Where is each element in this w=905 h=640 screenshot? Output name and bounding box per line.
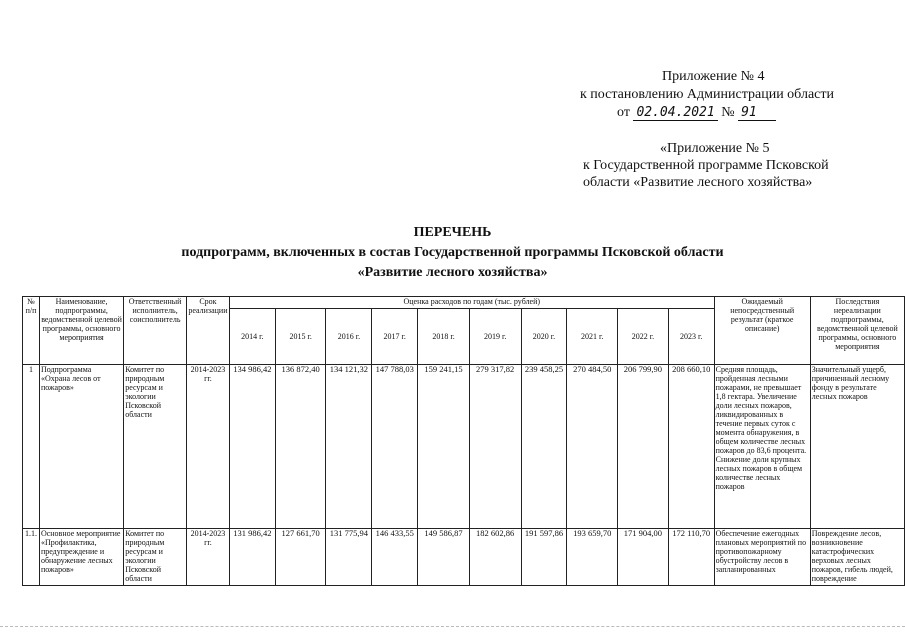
col-conseq-header: Последствия нереализации подпрограммы, ведомственной целевой программы, основного мероприятия bbox=[810, 297, 904, 365]
row-name: Подпрограмма «Охрана лесов от пожаров» bbox=[39, 365, 123, 529]
year-header: 2015 г. bbox=[275, 309, 326, 365]
row-value: 191 597,86 bbox=[521, 529, 567, 586]
handwritten-date: 02.04.2021 bbox=[633, 106, 717, 121]
year-header: 2014 г. bbox=[229, 309, 275, 365]
document-subtitle-1: подпрограмм, включенных в состав Государственной программы Псковской области bbox=[181, 245, 724, 260]
scan-edge-divider bbox=[0, 626, 905, 627]
subprograms-table bbox=[22, 296, 905, 586]
col-term-header: Срок реализации bbox=[186, 297, 229, 365]
row-value: 134 121,32 bbox=[326, 365, 372, 529]
col-num-header: № п/п bbox=[23, 297, 40, 365]
year-header: 2019 г. bbox=[469, 309, 521, 365]
year-header: 2018 г. bbox=[418, 309, 470, 365]
row-name-text: Основное мероприятие «Профилактика, предупреждение и обнаружение лесных пожаров» bbox=[40, 529, 121, 574]
number-sign: № bbox=[721, 105, 735, 120]
row-term: 2014-2023 гг. bbox=[186, 529, 229, 586]
row-value: 147 788,03 bbox=[372, 365, 418, 529]
row-term: 2014-2023 гг. bbox=[186, 365, 229, 529]
row-value: 182 602,86 bbox=[469, 529, 521, 586]
document-title: ПЕРЕЧЕНЬ bbox=[413, 225, 492, 240]
row-value: 134 986,42 bbox=[229, 365, 275, 529]
year-header: 2022 г. bbox=[618, 309, 669, 365]
handwritten-number: 91 bbox=[738, 106, 776, 121]
row-num: 1 bbox=[23, 365, 40, 529]
row-value: 127 661,70 bbox=[275, 529, 326, 586]
year-header: 2016 г. bbox=[326, 309, 372, 365]
year-header: 2020 г. bbox=[521, 309, 567, 365]
col-costs-header: Оценка расходов по годам (тыс. рублей) bbox=[229, 297, 714, 309]
row-value: 149 586,87 bbox=[418, 529, 470, 586]
row-value: 239 458,25 bbox=[521, 365, 567, 529]
resolution-line: к постановлению Администрации области bbox=[580, 87, 834, 102]
row-conseq: Значительный ущерб, причиненный лесному фонду в результате лесных пожаров bbox=[810, 365, 904, 529]
year-header: 2017 г. bbox=[372, 309, 418, 365]
year-header: 2021 г. bbox=[567, 309, 618, 365]
row-conseq-text: Повреждение лесов, возникновение катастрофических верховых лесных пожаров, гибель людей, повреждение bbox=[811, 529, 893, 583]
row-value: 206 799,90 bbox=[618, 365, 669, 529]
program-ref-line1: к Государственной программе Псковской bbox=[583, 158, 829, 173]
row-result bbox=[714, 529, 810, 586]
row-exec: Комитет по природным ресурсам и экологии Псковской области bbox=[124, 365, 187, 529]
row-value: 270 484,50 bbox=[567, 365, 618, 529]
row-value: 136 872,40 bbox=[275, 365, 326, 529]
row-value: 131 775,94 bbox=[326, 529, 372, 586]
table-row bbox=[23, 529, 905, 586]
row-value: 171 904,00 bbox=[618, 529, 669, 586]
row-conseq bbox=[810, 529, 904, 586]
col-exec-header: Ответственный исполнитель, соисполнитель bbox=[124, 297, 187, 365]
header-row bbox=[23, 297, 905, 309]
date-number-line bbox=[617, 104, 776, 121]
row-exec-text: Комитет по природным ресурсам и экологии Псковской области bbox=[125, 529, 165, 583]
row-value: 193 659,70 bbox=[567, 529, 618, 586]
appendix-4-label: Приложение № 4 bbox=[662, 69, 765, 84]
program-ref-line2: области «Развитие лесного хозяйства» bbox=[583, 175, 813, 190]
row-value: 172 110,70 bbox=[668, 529, 714, 586]
date-prefix: от bbox=[617, 105, 630, 120]
col-name-header: Наименование, подпрограммы, ведомственной целевой программы, основного мероприятия bbox=[39, 297, 123, 365]
row-result-text: Обеспечение ежегодных плановых мероприятий по противопожарному обустройству лесов в запланированных bbox=[715, 529, 807, 574]
row-result: Средняя площадь, пройденная лесными пожарами, не превышает 1,8 гектара. Увеличение доли лесных пожаров, ликвидированных в течение первых суток с момента обнаружения, в общем количестве лесных пожаров до 83,6 процента. Снижение доли крупных лесных пожаров в общем количестве лесных пожаров bbox=[714, 365, 810, 529]
table-row bbox=[23, 365, 905, 529]
row-value: 146 433,55 bbox=[372, 529, 418, 586]
row-exec bbox=[124, 529, 187, 586]
appendix-5-label: «Приложение № 5 bbox=[660, 141, 770, 156]
col-result-header: Ожидаемый непосредственный результат (краткое описание) bbox=[714, 297, 810, 365]
row-value: 279 317,82 bbox=[469, 365, 521, 529]
row-num: 1.1. bbox=[23, 529, 40, 586]
row-value: 159 241,15 bbox=[418, 365, 470, 529]
document-subtitle-2: «Развитие лесного хозяйства» bbox=[357, 265, 548, 280]
row-value: 208 660,10 bbox=[668, 365, 714, 529]
year-header: 2023 г. bbox=[668, 309, 714, 365]
row-value: 131 986,42 bbox=[229, 529, 275, 586]
row-name bbox=[39, 529, 123, 586]
